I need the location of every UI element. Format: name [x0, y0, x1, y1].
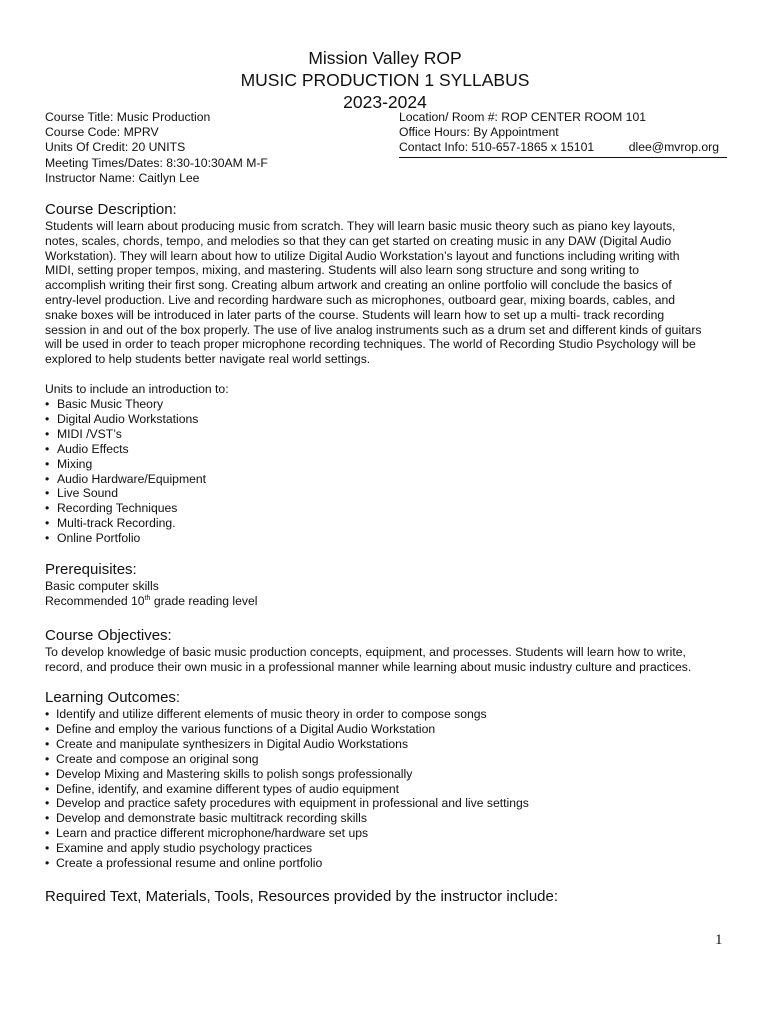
course-info-left	[45, 110, 268, 186]
bullet-icon: •	[45, 516, 50, 531]
list-item: • Audio Hardware/Equipment	[45, 471, 207, 486]
page-number: 1	[715, 932, 723, 948]
list-item: • Develop and demonstrate basic multitrack recording skills	[45, 811, 367, 826]
list-item: • Define and employ the various functions of a Digital Audio Workstation	[45, 721, 436, 736]
course-objectives-heading: Course Objectives:	[45, 627, 172, 644]
description-line: snake boxes will be introduced in later parts of the course. Students will learn how to set up a multi- track recording	[45, 307, 665, 322]
list-item: • MIDI /VST’s	[45, 426, 122, 441]
bullet-icon: •	[45, 441, 50, 456]
list-item: • Audio Effects	[45, 441, 129, 456]
prerequisites-text	[45, 579, 735, 609]
objective-line: record, and produce their own music in a professional manner while learning about music industry culture and practices.	[45, 659, 692, 674]
list-item: • Digital Audio Workstations	[45, 411, 199, 426]
list-item: • Create a professional resume and online portfolio	[45, 856, 323, 871]
description-line: Students will learn about producing music from scratch. They will learn basic music theory such as piano key layouts,	[45, 219, 676, 233]
bullet-icon: •	[45, 471, 50, 486]
document-title: MUSIC PRODUCTION 1 SYLLABUS	[240, 70, 530, 90]
bullet-icon: •	[45, 531, 50, 546]
bullet-icon: •	[45, 766, 50, 781]
units-intro: Units to include an introduction to:	[45, 382, 229, 396]
description-line: explored to help students better navigate real world settings.	[45, 352, 371, 367]
bullet-icon: •	[45, 501, 50, 516]
prerequisites-heading: Prerequisites:	[45, 561, 137, 578]
location: Location/ Room #: ROP CENTER ROOM 101	[399, 110, 646, 124]
objective-line: To develop knowledge of basic music production concepts, equipment, and processes. Students will learn how to write,	[45, 645, 686, 659]
units-of-credit: Units Of Credit: 20 UNITS	[45, 140, 186, 155]
course-objectives-text	[45, 645, 735, 675]
contact-phone: Contact Info: 510-657-1865 x 15101	[399, 140, 595, 155]
description-line: Workstation). They will learn about how to utilize Digital Audio Workstation’s layout and functions including writing with	[45, 248, 680, 263]
list-item: • Recording Techniques	[45, 501, 178, 516]
description-line: will be used in order to teach proper microphone recording techniques. The world of Recording Studio Psychology will be	[45, 337, 696, 352]
bullet-icon: •	[45, 796, 50, 811]
contact-email: dlee@mvrop.org	[628, 140, 719, 155]
required-materials-heading: Required Text, Materials, Tools, Resources provided by the instructor include:	[45, 888, 559, 905]
list-item: • Define, identify, and examine different types of audio equipment	[45, 781, 400, 796]
course-info-right	[399, 110, 727, 158]
bullet-icon: •	[45, 826, 50, 841]
course-description-text	[45, 219, 735, 367]
units-list	[45, 397, 206, 546]
description-line: session in and out of the box properly. The use of live analog instruments such as a drum set and different kinds of guitars	[45, 322, 702, 337]
bullet-icon: •	[45, 841, 50, 856]
list-item: • Basic Music Theory	[45, 397, 164, 411]
list-item: • Create and manipulate synthesizers in Digital Audio Workstations	[45, 736, 409, 751]
bullet-icon: •	[45, 411, 50, 426]
document-header	[0, 47, 770, 113]
contact-info	[399, 140, 727, 157]
bullet-icon: •	[45, 397, 50, 411]
bullet-icon: •	[45, 456, 50, 471]
instructor-name: Instructor Name: Caitlyn Lee	[45, 170, 200, 185]
office-hours: Office Hours: By Appointment	[399, 125, 559, 140]
bullet-icon: •	[45, 486, 50, 501]
list-item: • Learn and practice different microphone/hardware set ups	[45, 826, 369, 841]
bullet-icon: •	[45, 751, 50, 766]
bullet-icon: •	[45, 721, 50, 736]
list-item: • Develop and practice safety procedures with equipment in professional and live settings	[45, 796, 529, 811]
list-item: • Mixing	[45, 456, 93, 471]
list-item: • Develop Mixing and Mastering skills to polish songs professionally	[45, 766, 413, 781]
list-item: • Identify and utilize different elements of music theory in order to compose songs	[45, 707, 487, 721]
school-year: 2023-2024	[343, 92, 427, 112]
bullet-icon: •	[45, 811, 50, 826]
list-item: • Online Portfolio	[45, 531, 141, 546]
bullet-icon: •	[45, 781, 50, 796]
description-line: entry-level production. Live and recording hardware such as microphones, outboard gear, mixing boards, cables, and	[45, 292, 676, 307]
list-item: • Live Sound	[45, 486, 118, 501]
learning-outcomes-heading: Learning Outcomes:	[45, 689, 181, 706]
description-line: accomplish writing their first song. Creating album artwork and creating an online portfolio will conclude the basics of	[45, 278, 672, 293]
learning-outcomes-list	[45, 707, 529, 871]
description-line: notes, scales, chords, tempo, and melodies so that they can get started on creating music in any DAW (Digital Audio	[45, 233, 672, 248]
bullet-icon: •	[45, 707, 50, 721]
prerequisite-line: Recommended 10th grade reading level	[45, 593, 258, 608]
bullet-icon: •	[45, 856, 50, 871]
list-item: • Create and compose an original song	[45, 751, 259, 766]
list-item: • Examine and apply studio psychology practices	[45, 841, 313, 856]
bullet-icon: •	[45, 736, 50, 751]
prerequisite-line: Basic computer skills	[45, 579, 159, 593]
bullet-icon: •	[45, 426, 50, 441]
description-line: MIDI, setting proper tempos, mixing, and mastering. Students will also learn song structure and song writing to	[45, 263, 640, 278]
course-title: Course Title: Music Production	[45, 110, 211, 124]
school-name: Mission Valley ROP	[308, 48, 462, 68]
course-code: Course Code: MPRV	[45, 125, 159, 140]
course-description-heading: Course Description:	[45, 201, 177, 218]
list-item: • Multi-track Recording.	[45, 516, 176, 531]
meeting-times: Meeting Times/Dates: 8:30-10:30AM M-F	[45, 155, 268, 170]
